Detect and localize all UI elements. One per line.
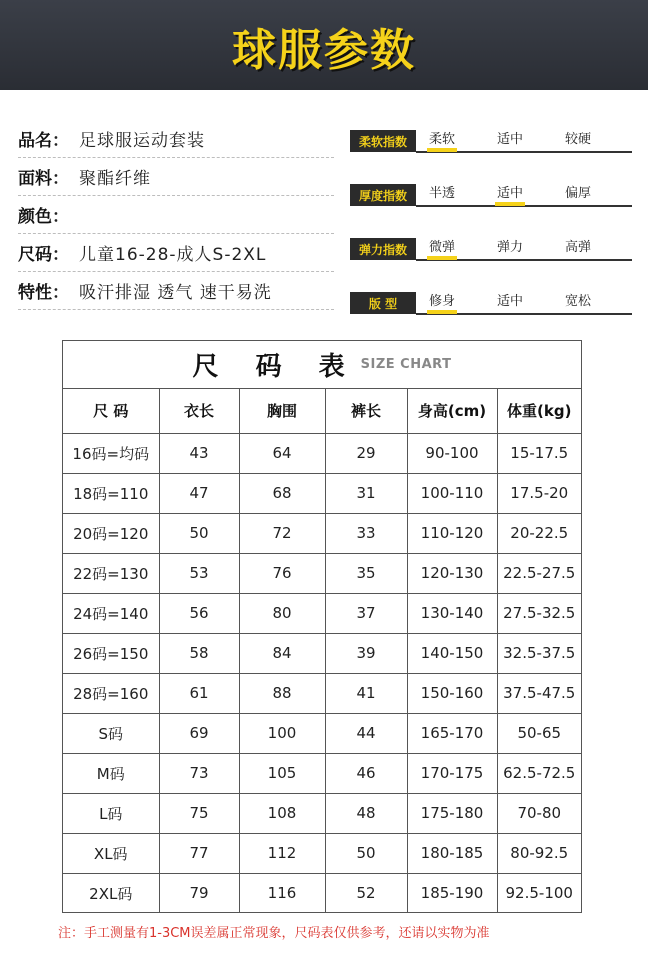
table-cell: 79 xyxy=(159,873,239,913)
table-cell: 2XL码 xyxy=(63,873,159,913)
size-chart xyxy=(62,340,582,913)
table-row xyxy=(63,593,581,633)
table-cell: 48 xyxy=(325,793,407,833)
meter-option-selected: 适中 xyxy=(487,182,533,201)
spec-key: 颜色 xyxy=(18,207,52,227)
table-cell: 27.5-32.5 xyxy=(497,593,581,633)
table-cell: 58 xyxy=(159,633,239,673)
table-cell: 150-160 xyxy=(407,673,497,713)
property-meter xyxy=(350,124,632,160)
meter-option: 偏厚 xyxy=(564,186,591,201)
table-cell: 80 xyxy=(239,593,325,633)
table-cell: 31 xyxy=(325,473,407,513)
table-row xyxy=(63,513,581,553)
table-row xyxy=(63,753,581,793)
table-cell: 185-190 xyxy=(407,873,497,913)
meter-label: 厚度指数 xyxy=(350,184,416,206)
table-header-cell: 衣长 xyxy=(159,389,239,433)
table-cell: 50 xyxy=(159,513,239,553)
table-cell: 100-110 xyxy=(407,473,497,513)
spec-key: 品名 xyxy=(18,131,52,151)
table-row xyxy=(63,873,581,913)
spec-separator: ： xyxy=(52,169,69,189)
meter-option: 适中 xyxy=(496,294,523,309)
table-cell: 70-80 xyxy=(497,793,581,833)
table-cell: 32.5-37.5 xyxy=(497,633,581,673)
table-cell: 22.5-27.5 xyxy=(497,553,581,593)
table-cell: 50 xyxy=(325,833,407,873)
table-cell: 35 xyxy=(325,553,407,593)
table-cell: 76 xyxy=(239,553,325,593)
table-cell: 44 xyxy=(325,713,407,753)
spec-row xyxy=(18,158,334,196)
table-cell: 61 xyxy=(159,673,239,713)
table-header-row xyxy=(63,389,581,433)
meter-option-selected: 修身 xyxy=(419,290,465,309)
table-cell: L码 xyxy=(63,793,159,833)
size-chart-subtitle: SIZE CHART xyxy=(360,357,452,372)
table-cell: 50-65 xyxy=(497,713,581,753)
table-cell: 20-22.5 xyxy=(497,513,581,553)
table-cell: 170-175 xyxy=(407,753,497,793)
table-cell: 29 xyxy=(325,433,407,473)
table-cell: 120-130 xyxy=(407,553,497,593)
spec-row xyxy=(18,120,334,158)
table-cell: 64 xyxy=(239,433,325,473)
table-header-cell: 裤长 xyxy=(325,389,407,433)
table-cell: 15-17.5 xyxy=(497,433,581,473)
table-header-cell: 体重(kg) xyxy=(497,389,581,433)
table-cell: 39 xyxy=(325,633,407,673)
table-cell: 88 xyxy=(239,673,325,713)
meter-option-selected: 微弹 xyxy=(419,236,465,255)
meter-option: 半透 xyxy=(428,186,455,201)
spec-key: 尺码 xyxy=(18,245,52,265)
meter-option: 宽松 xyxy=(564,294,591,309)
table-cell: 52 xyxy=(325,873,407,913)
table-cell: 92.5-100 xyxy=(497,873,581,913)
table-cell: 77 xyxy=(159,833,239,873)
table-cell: 18码=110 xyxy=(63,473,159,513)
table-header-cell: 尺 码 xyxy=(63,389,159,433)
table-cell: 130-140 xyxy=(407,593,497,633)
table-header-cell: 身高(cm) xyxy=(407,389,497,433)
spec-row xyxy=(18,234,334,272)
spec-value: 儿童16-28-成人S-2XL xyxy=(79,245,267,265)
table-cell: 24码=140 xyxy=(63,593,159,633)
table-cell: 47 xyxy=(159,473,239,513)
meter-label: 版 型 xyxy=(350,292,416,314)
size-table xyxy=(63,389,581,913)
table-cell: 69 xyxy=(159,713,239,753)
table-cell: 20码=120 xyxy=(63,513,159,553)
table-cell: 75 xyxy=(159,793,239,833)
table-row xyxy=(63,793,581,833)
meter-option-selected: 柔软 xyxy=(419,128,465,147)
spec-row xyxy=(18,272,334,310)
table-cell: 16码=均码 xyxy=(63,433,159,473)
table-cell: 105 xyxy=(239,753,325,793)
spec-row xyxy=(18,196,334,234)
table-cell: 33 xyxy=(325,513,407,553)
property-meter xyxy=(350,232,632,268)
table-row xyxy=(63,673,581,713)
table-cell: 22码=130 xyxy=(63,553,159,593)
banner-title: 球服参数 xyxy=(232,25,416,76)
spec-key: 特性 xyxy=(18,283,52,303)
size-chart-title: 尺 码 表 xyxy=(192,352,359,382)
table-cell: 80-92.5 xyxy=(497,833,581,873)
table-cell: 26码=150 xyxy=(63,633,159,673)
table-cell: 37 xyxy=(325,593,407,633)
table-row xyxy=(63,633,581,673)
spec-separator: ： xyxy=(52,131,69,151)
table-cell: 180-185 xyxy=(407,833,497,873)
table-row xyxy=(63,473,581,513)
table-cell: 84 xyxy=(239,633,325,673)
table-cell: 62.5-72.5 xyxy=(497,753,581,793)
table-cell: 43 xyxy=(159,433,239,473)
spec-value: 吸汗排湿 透气 速干易洗 xyxy=(79,283,272,303)
spec-separator: ： xyxy=(52,245,69,265)
table-cell: 100 xyxy=(239,713,325,753)
table-cell: 28码=160 xyxy=(63,673,159,713)
table-cell: 56 xyxy=(159,593,239,633)
property-meter xyxy=(350,286,632,322)
table-row xyxy=(63,713,581,753)
meter-option: 弹力 xyxy=(496,240,523,255)
size-chart-header xyxy=(63,341,581,389)
spec-separator: ： xyxy=(52,283,69,303)
meter-label: 弹力指数 xyxy=(350,238,416,260)
table-cell: 37.5-47.5 xyxy=(497,673,581,713)
table-cell: 73 xyxy=(159,753,239,793)
table-cell: 140-150 xyxy=(407,633,497,673)
table-cell: XL码 xyxy=(63,833,159,873)
table-cell: 110-120 xyxy=(407,513,497,553)
table-cell: 17.5-20 xyxy=(497,473,581,513)
table-header-cell: 胸围 xyxy=(239,389,325,433)
table-cell: 68 xyxy=(239,473,325,513)
table-cell: 46 xyxy=(325,753,407,793)
table-cell: M码 xyxy=(63,753,159,793)
meter-option: 较硬 xyxy=(564,132,591,147)
table-cell: 41 xyxy=(325,673,407,713)
table-row xyxy=(63,433,581,473)
property-meter xyxy=(350,178,632,214)
meter-option: 高弹 xyxy=(564,240,591,255)
measurement-note: 注：手工测量有1-3CM误差属正常现象，尺码表仅供参考，还请以实物为准 xyxy=(58,926,490,941)
table-cell: 90-100 xyxy=(407,433,497,473)
header-banner xyxy=(0,0,648,90)
spec-value: 足球服运动套装 xyxy=(79,131,205,151)
table-cell: 108 xyxy=(239,793,325,833)
meter-label: 柔软指数 xyxy=(350,130,416,152)
table-cell: 53 xyxy=(159,553,239,593)
table-cell: 72 xyxy=(239,513,325,553)
table-row xyxy=(63,833,581,873)
spec-key: 面料 xyxy=(18,169,52,189)
table-cell: 116 xyxy=(239,873,325,913)
spec-separator: ： xyxy=(52,207,69,227)
spec-value: 聚酯纤维 xyxy=(79,169,151,189)
table-row xyxy=(63,553,581,593)
table-cell: 175-180 xyxy=(407,793,497,833)
table-cell: 165-170 xyxy=(407,713,497,753)
table-cell: S码 xyxy=(63,713,159,753)
table-cell: 112 xyxy=(239,833,325,873)
meter-option: 适中 xyxy=(496,132,523,147)
